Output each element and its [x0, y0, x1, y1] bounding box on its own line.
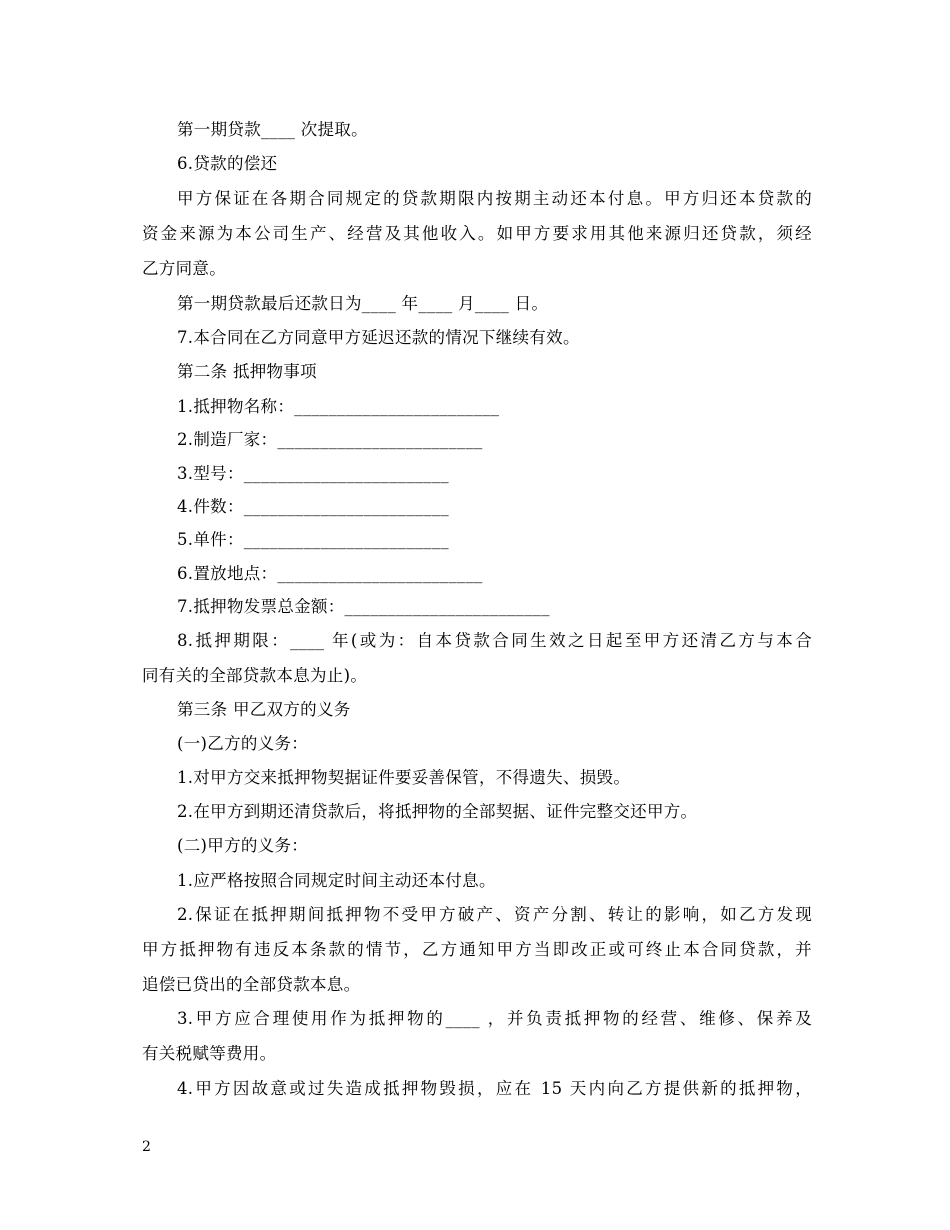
text-line: 5.单件：________________________ — [177, 530, 449, 549]
text-line: 1.抵押物名称：________________________ — [177, 397, 500, 416]
text-line: 第一期贷款____ 次提取。 — [177, 120, 368, 139]
text-line: 乙方同意。 — [142, 259, 226, 278]
section-heading: 第三条 甲乙双方的义务 — [177, 700, 351, 719]
subsection-heading: (一)乙方的义务： — [177, 734, 309, 753]
text-line: 6.贷款的偿还 — [177, 154, 278, 173]
text-line: 同有关的全部贷款本息为止)。 — [142, 666, 368, 685]
page-number: 2 — [142, 1139, 151, 1155]
text-line: 追偿已贷出的全部贷款本息。 — [142, 975, 361, 994]
text-line: 7.抵押物发票总金额：________________________ — [177, 597, 550, 616]
text-line: 2.制造厂家：________________________ — [177, 430, 483, 449]
text-line: 资金来源为本公司生产、经营及其他收入。如甲方要求用其他来源归还贷款，须经 — [142, 224, 812, 243]
text-line: 4.甲方因故意或过失造成抵押物毁损，应在 15 天内向乙方提供新的抵押物， — [177, 1079, 812, 1098]
text-line: 6.置放地点：________________________ — [177, 564, 483, 583]
text-line: 甲方保证在各期合同规定的贷款期限内按期主动还本付息。甲方归还本贷款的 — [177, 189, 812, 208]
text-line: 2.在甲方到期还清贷款后，将抵押物的全部契据、证件完整交还甲方。 — [177, 802, 698, 821]
text-line: 2.保证在抵押期间抵押物不受甲方破产、资产分割、转让的影响，如乙方发现 — [177, 905, 812, 924]
text-line: 7.本合同在乙方同意甲方延迟还款的情况下继续有效。 — [177, 328, 580, 347]
text-line: 1.应严格按照合同规定时间主动还本付息。 — [177, 871, 496, 890]
text-line: 3.甲方应合理使用作为抵押物的____ ，并负责抵押物的经营、维修、保养及 — [177, 1009, 812, 1028]
subsection-heading: (二)甲方的义务： — [177, 836, 309, 855]
text-line: 有关税赋等费用。 — [142, 1044, 277, 1063]
text-line: 3.型号：________________________ — [177, 464, 449, 483]
text-line: 1.对甲方交来抵押物契据证件要妥善保管，不得遗失、损毁。 — [177, 768, 631, 787]
text-line: 8.抵押期限：____ 年(或为：自本贷款合同生效之日起至甲方还清乙方与本合 — [177, 631, 812, 650]
text-line: 4.件数：________________________ — [177, 497, 449, 516]
section-heading: 第二条 抵押物事项 — [177, 362, 317, 381]
text-line: 甲方抵押物有违反本条款的情节，乙方通知甲方当即改正或可终止本合同贷款，并 — [142, 940, 812, 959]
text-line: 第一期贷款最后还款日为____ 年____ 月____ 日。 — [177, 294, 549, 313]
